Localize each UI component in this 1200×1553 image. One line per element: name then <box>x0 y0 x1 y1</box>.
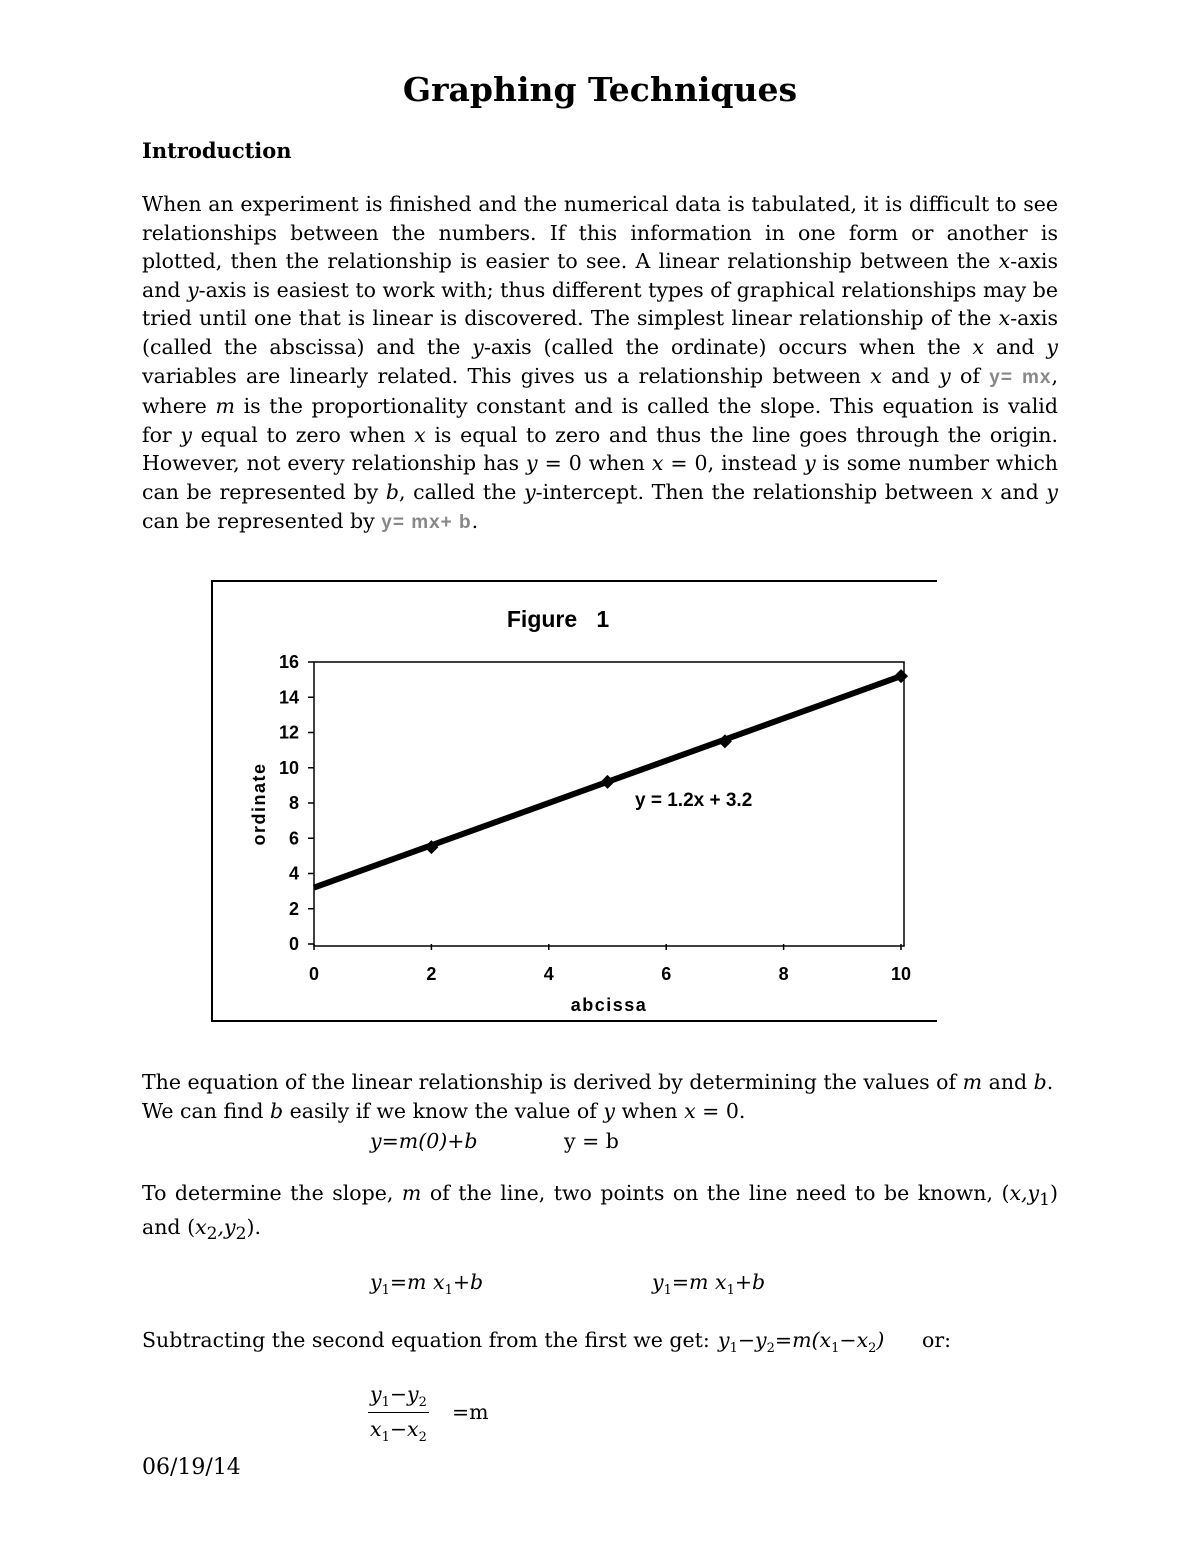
y-tick-label: 0 <box>288 934 299 954</box>
y-tick-label: 8 <box>288 793 299 813</box>
slope-fraction <box>368 1382 429 1445</box>
x-tick-label: 0 <box>308 964 320 984</box>
equation-image-y-mx: y= mx <box>989 366 1052 388</box>
y-tick-label: 6 <box>288 828 299 849</box>
equation-intercept: y=m(0)+b <box>370 1129 478 1153</box>
x-tick-label: 2 <box>426 964 437 984</box>
equation-point-2: $y_1=m$ $x_1+b$ <box>652 1270 766 1299</box>
paragraph-second-point: and $(x_2,y_2)$. <box>142 1215 261 1245</box>
x-tick-label: 6 <box>661 964 672 984</box>
y-tick-label: 4 <box>288 863 299 884</box>
equals-m: =m <box>452 1400 489 1424</box>
intro-paragraph: When an experiment is finished and the numerical data is tabulated, it is difficult to see relationships between the numbers. If this information in one form or another is plotted, then the relationship is easier to see. A linear relationship between the x-axis and y-axis is easiest to work with; thus different types of graphical relationships may be tried until one that is linear is discovered. The simplest linear relationship of the x-axis (called the abscissa) and the y-axis (called the ordinate) occurs when the x and y variables are linearly related. This gives us a relationship between x and y of y= mx, where m is the proportionality constant and is called the slope. This equation is valid for y equal to zero when x is equal to zero and thus the line goes through the origin. However, not every relationship has y = 0 when x = 0, instead y is some number which can be represented by b, called the y-intercept. Then the relationship between x and y can be represented by y= mx+ b. <box>142 192 1059 533</box>
x-tick-label: 4 <box>543 964 554 984</box>
chart-title: Figure 1 <box>506 606 610 632</box>
x-tick-label: 8 <box>778 964 789 984</box>
fraction-denominator: $x_1-x_2$ <box>370 1417 427 1446</box>
section-heading-introduction: Introduction <box>142 138 292 163</box>
y-tick-label: 16 <box>278 652 299 672</box>
equation-subtraction: $y_1-y_2=m(x_1-x_2)$ <box>718 1328 885 1357</box>
fraction-numerator: $y_1-y_2$ <box>368 1382 429 1413</box>
chart-svg <box>213 582 939 1024</box>
y-tick-label: 12 <box>278 722 299 743</box>
paragraph-equation-derived: The equation of the linear relationship is derived by determining the values of m and b. <box>142 1070 1054 1094</box>
page-title: Graphing Techniques <box>402 70 798 109</box>
paragraph-slope: To determine the slope, m of the line, two points on the line need to be known, $(x,y_1)$ <box>142 1181 1058 1211</box>
equation-point-1: $y_1=m$ $x_1+b$ <box>370 1270 484 1299</box>
equation-image-y-mx-b: y= mx+ b <box>381 511 472 533</box>
y-tick-label: 14 <box>278 687 299 708</box>
trendline-equation-label: y = 1.2x + 3.2 <box>635 790 753 811</box>
paragraph-subtracting: Subtracting the second equation from the first we get: <box>142 1328 710 1352</box>
document-date: 06/19/14 <box>142 1455 241 1480</box>
x-axis-label: abcissa <box>570 995 648 1015</box>
equation-y-equals-b: y = b <box>564 1129 619 1153</box>
figure-1-chart <box>211 580 937 1022</box>
x-tick-label: 10 <box>890 964 912 984</box>
y-axis-label: ordinate <box>249 762 269 846</box>
paragraph-find-b: We can find b easily if we know the value of y when x = 0. <box>142 1099 746 1123</box>
or-text: or: <box>922 1328 952 1352</box>
y-tick-label: 10 <box>278 757 299 778</box>
y-tick-label: 2 <box>288 898 299 919</box>
